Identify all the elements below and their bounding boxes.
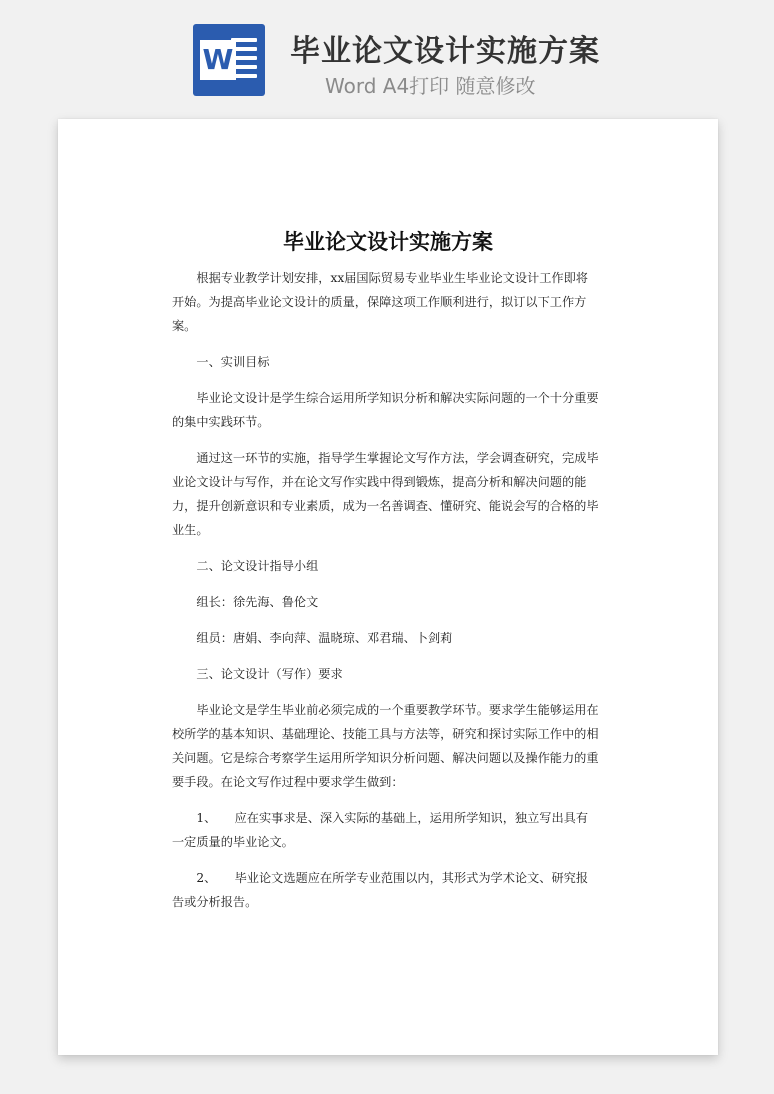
paragraph-intro: 根据专业教学计划安排，xx届国际贸易专业毕业生毕业论文设计工作即将开始。为提高毕业论文设计的质量，保障这项工作顺利进行，拟订以下工作方案。 (172, 271, 588, 333)
banner-title: 毕业论文设计实施方案 (290, 34, 600, 69)
paragraph-members: 组员：唐娟、李向萍、温晓琼、邓君瑞、卜剑莉 (196, 631, 453, 645)
word-letter: W (200, 40, 236, 80)
heading-section-3: 三、论文设计（写作）要求 (196, 667, 343, 681)
paragraph-requirements: 毕业论文是学生毕业前必须完成的一个重要教学环节。要求学生能够运用在校所学的基本知识、基础理论、技能工具与方法等，研究和探讨实际工作中的相关问题。它是综合考察学生运用所学知识分析问题、解决问题以及操作能力的重要手段。在论文写作过程中要求学生做到： (172, 703, 599, 789)
list-item-2: 2、 毕业论文选题应在所学专业范围以内，其形式为学术论文、研究报告或分析报告。 (172, 871, 589, 909)
document-title: 毕业论文设计实施方案 (283, 229, 493, 254)
heading-section-1: 一、实训目标 (196, 355, 270, 369)
list-item-1: 1、 应在实事求是、深入实际的基础上，运用所学知识，独立写出具有一定质量的毕业论文。 (172, 811, 589, 849)
document-body (172, 266, 600, 926)
paragraph-leader: 组长：徐先海、鲁伦文 (196, 595, 319, 609)
word-icon (193, 24, 265, 96)
paragraph-goal-2: 通过这一环节的实施，指导学生掌握论文写作方法，学会调查研究，完成毕业论文设计与写作，并在论文写作实践中得到锻炼，提高分析和解决问题的能力，提升创新意识和专业素质，成为一名善调查、懂研究、能说会写的合格的毕业生。 (172, 451, 599, 537)
heading-section-2: 二、论文设计指导小组 (196, 559, 319, 573)
banner-subtitle: Word A4打印 随意修改 (325, 74, 536, 98)
document-page (58, 119, 718, 1055)
banner (0, 0, 774, 110)
paragraph-goal-1: 毕业论文设计是学生综合运用所学知识分析和解决实际问题的一个十分重要的集中实践环节。 (172, 391, 599, 429)
